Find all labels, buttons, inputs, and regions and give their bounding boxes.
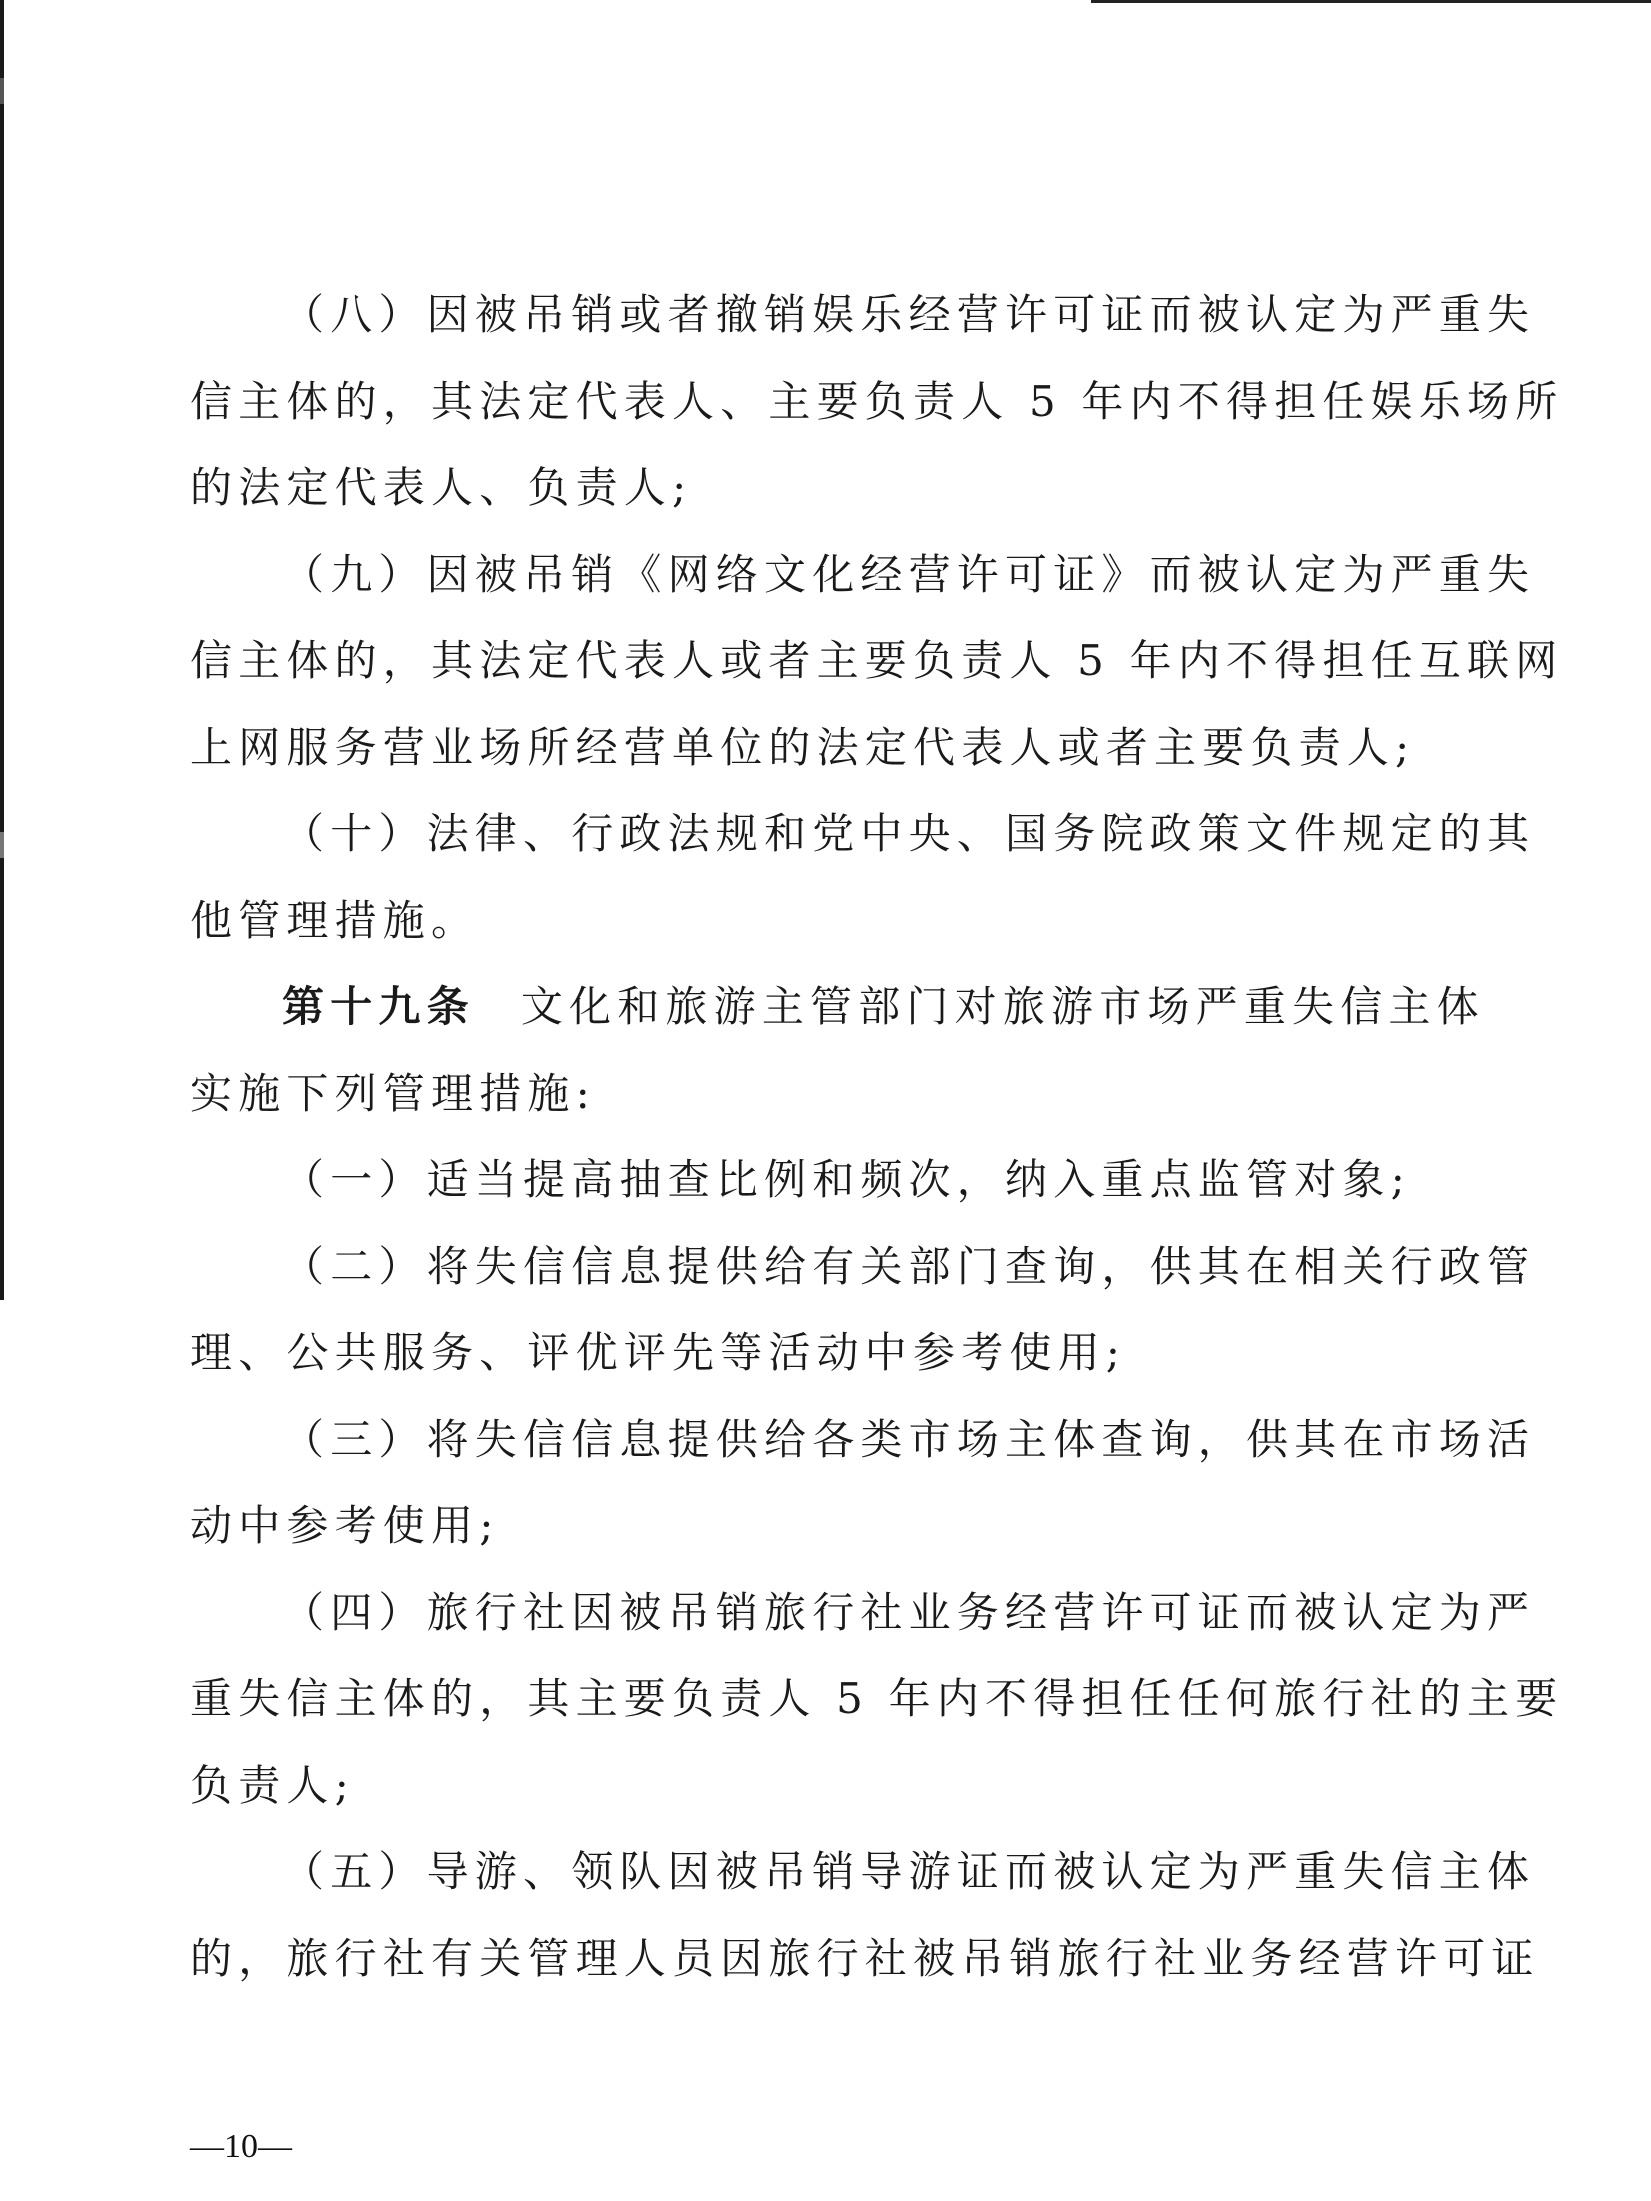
text-line: 信主体的，其法定代表人、主要负责人 5 年内不得担任娱乐场所 [190,376,1564,426]
scan-edge-mark-top [1091,0,1651,3]
text-line: （五）导游、领队因被吊销导游证而被认定为严重失信主体 [282,1847,1536,1896]
document-body [190,272,1564,2002]
article-heading: 第十九条 [282,982,475,1031]
text-line: 负责人; [190,1760,355,1810]
paragraph-item-5 [190,1829,1540,2002]
text-line: （九）因被吊销《网络文化经营许可证》而被认定为严重失 [282,549,1536,599]
text-line: 的，旅行社有关管理人员因旅行社被吊销旅行社业务经营许可证 [190,1933,1540,1983]
text-line: 动中参考使用; [190,1501,500,1550]
paragraph-item-3 [190,1397,1536,1570]
paragraph-item-1 [190,1137,1420,1224]
article-19 [190,964,1485,1137]
text-line: 理、公共服务、评优评先等活动中参考使用; [190,1328,1127,1377]
paragraph-item-4 [190,1570,1564,1830]
text-line: （十）法律、行政法规和党中央、国务院政策文件规定的其 [282,809,1536,858]
text-line: 上网服务营业场所经营单位的法定代表人或者主要负责人; [190,722,1416,772]
scan-edge-mark [0,0,4,1300]
paragraph-item-10 [190,791,1536,964]
article-first-line [190,964,1485,1051]
text-line: 重失信主体的，其主要负责人 5 年内不得担任任何旅行社的主要 [190,1674,1564,1723]
text-line: 信主体的，其法定代表人或者主要负责人 5 年内不得担任互联网 [190,636,1564,685]
paragraph-item-2 [190,1224,1536,1397]
text-line: 实施下列管理措施: [190,1068,596,1118]
text-line: （一）适当提高抽查比例和频次，纳入重点监管对象; [282,1155,1411,1204]
page-number: —10— [190,2128,292,2165]
paragraph-item-8 [190,272,1564,532]
text-line: （二）将失信信息提供给有关部门查询，供其在相关行政管 [282,1241,1536,1291]
text-line: 他管理措施。 [190,895,480,945]
text-line: （四）旅行社因被吊销旅行社业务经营许可证而被认定为严 [282,1587,1536,1637]
text-line: （八）因被吊销或者撤销娱乐经营许可证而被认定为严重失 [282,290,1536,339]
paragraph-item-9 [190,532,1564,792]
text-line: （三）将失信信息提供给各类市场主体查询，供其在市场活 [282,1414,1536,1464]
text-line: 的法定代表人、负责人; [190,463,693,512]
text-span: 文化和旅游主管部门对旅游市场严重失信主体 [520,982,1485,1031]
